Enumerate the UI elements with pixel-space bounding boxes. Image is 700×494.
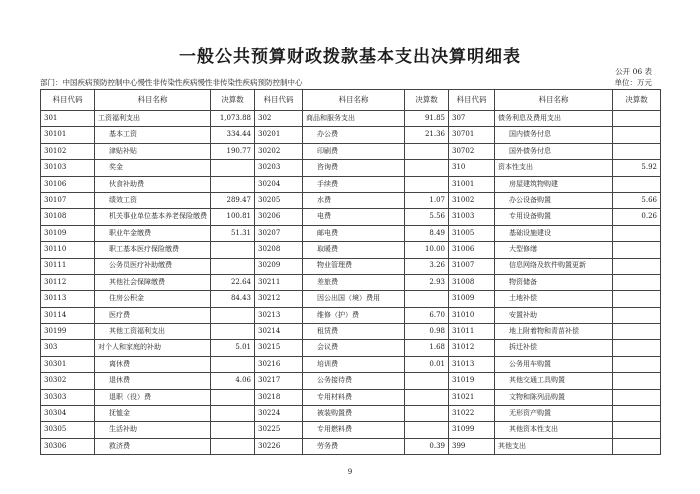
- subject-name-cell: 信息网络及软件购置更新: [495, 258, 613, 274]
- amount-cell: 0.01: [405, 356, 449, 372]
- subject-name-cell: 大型修缮: [495, 242, 613, 258]
- expenditure-table: [40, 89, 661, 455]
- subject-name-cell: 拆迁补偿: [495, 340, 613, 356]
- subject-name-cell: 电费: [303, 209, 405, 225]
- table-row: [41, 373, 661, 389]
- amount-cell: [613, 389, 661, 405]
- subject-name-cell: 基础设施建设: [495, 225, 613, 241]
- subject-name-cell: 工资福利支出: [95, 111, 211, 127]
- subject-code-cell: 30106: [41, 176, 95, 192]
- subject-code-cell: 31012: [449, 340, 495, 356]
- subject-name-cell: 无形资产购置: [495, 406, 613, 422]
- subject-name-cell: 其他资本性支出: [495, 422, 613, 438]
- amount-cell: [211, 438, 255, 454]
- subject-name-cell: 住房公积金: [95, 291, 211, 307]
- amount-cell: [613, 176, 661, 192]
- amount-cell: 10.00: [405, 242, 449, 258]
- subject-code-cell: 31008: [449, 274, 495, 290]
- subject-code-cell: 30109: [41, 225, 95, 241]
- subject-code-cell: 30203: [255, 160, 303, 176]
- subject-name-cell: 劳务费: [303, 438, 405, 454]
- subject-code-cell: 30207: [255, 225, 303, 241]
- subject-name-cell: 生活补助: [95, 422, 211, 438]
- subject-code-cell: 31021: [449, 389, 495, 405]
- subject-name-cell: 安置补助: [495, 307, 613, 323]
- subject-name-cell: 抚恤金: [95, 406, 211, 422]
- subject-name-cell: 奖金: [95, 160, 211, 176]
- amount-cell: [613, 291, 661, 307]
- subject-name-cell: 办公设备购置: [495, 192, 613, 208]
- subject-name-cell: 文物和陈列品购置: [495, 389, 613, 405]
- amount-cell: 334.44: [211, 127, 255, 143]
- amount-cell: 1,073.88: [211, 111, 255, 127]
- subject-code-cell: 30211: [255, 274, 303, 290]
- subject-code-cell: 30199: [41, 324, 95, 340]
- subject-code-cell: 31001: [449, 176, 495, 192]
- subject-name-cell: 伙食补助费: [95, 176, 211, 192]
- amount-cell: 0.39: [405, 438, 449, 454]
- subject-code-cell: 30103: [41, 160, 95, 176]
- amount-cell: [613, 406, 661, 422]
- header-name-1: 科目名称: [95, 90, 211, 111]
- table-row: [41, 274, 661, 290]
- header-amount-1: 决算数: [211, 90, 255, 111]
- amount-cell: [405, 143, 449, 159]
- subject-name-cell: 职工基本医疗保险缴费: [95, 242, 211, 258]
- amount-cell: [613, 225, 661, 241]
- subject-name-cell: 培训费: [303, 356, 405, 372]
- subject-name-cell: 医疗费: [95, 307, 211, 323]
- header-code-2: 科目代码: [255, 90, 303, 111]
- amount-cell: [613, 127, 661, 143]
- subject-name-cell: 其他交通工具购置: [495, 373, 613, 389]
- header-code-1: 科目代码: [41, 90, 95, 111]
- subject-name-cell: 专用燃料费: [303, 422, 405, 438]
- subject-code-cell: 31005: [449, 225, 495, 241]
- subject-code-cell: 31013: [449, 356, 495, 372]
- subject-name-cell: 取暖费: [303, 242, 405, 258]
- table-row: [41, 389, 661, 405]
- subject-name-cell: 职业年金缴费: [95, 225, 211, 241]
- subject-name-cell: 退休费: [95, 373, 211, 389]
- amount-cell: [211, 176, 255, 192]
- subject-code-cell: 31006: [449, 242, 495, 258]
- subject-name-cell: 对个人和家庭的补助: [95, 340, 211, 356]
- table-row: [41, 192, 661, 208]
- amount-cell: [211, 324, 255, 340]
- amount-cell: [405, 406, 449, 422]
- amount-cell: 51.31: [211, 225, 255, 241]
- amount-cell: [405, 389, 449, 405]
- subject-code-cell: 30112: [41, 274, 95, 290]
- subject-name-cell: 绩效工资: [95, 192, 211, 208]
- amount-cell: 5.01: [211, 340, 255, 356]
- header-name-3: 科目名称: [495, 90, 613, 111]
- subject-name-cell: 其他工资福利支出: [95, 324, 211, 340]
- header-name-2: 科目名称: [303, 90, 405, 111]
- subject-name-cell: 津贴补贴: [95, 143, 211, 159]
- subject-name-cell: 租赁费: [303, 324, 405, 340]
- subject-name-cell: 邮电费: [303, 225, 405, 241]
- subject-code-cell: 31011: [449, 324, 495, 340]
- amount-cell: [211, 422, 255, 438]
- subject-code-cell: 30212: [255, 291, 303, 307]
- subject-name-cell: 国外债务付息: [495, 143, 613, 159]
- subject-name-cell: 印刷费: [303, 143, 405, 159]
- subject-code-cell: 30111: [41, 258, 95, 274]
- page-title: 一般公共预算财政拨款基本支出决算明细表: [179, 47, 521, 67]
- amount-cell: [613, 143, 661, 159]
- subject-name-cell: 地上附着物和青苗补偿: [495, 324, 613, 340]
- amount-cell: [613, 307, 661, 323]
- subject-name-cell: 债务利息及费用支出: [495, 111, 613, 127]
- subject-code-cell: 31007: [449, 258, 495, 274]
- header-amount-2: 决算数: [405, 90, 449, 111]
- amount-cell: [613, 422, 661, 438]
- subject-name-cell: 专用设备购置: [495, 209, 613, 225]
- table-row: [41, 324, 661, 340]
- subject-code-cell: 30214: [255, 324, 303, 340]
- subject-code-cell: 30217: [255, 373, 303, 389]
- subject-name-cell: 公务员医疗补助缴费: [95, 258, 211, 274]
- amount-cell: [405, 422, 449, 438]
- amount-cell: 190.77: [211, 143, 255, 159]
- table-row: [41, 307, 661, 323]
- amount-cell: [211, 160, 255, 176]
- subject-code-cell: 30110: [41, 242, 95, 258]
- subject-code-cell: 30102: [41, 143, 95, 159]
- subject-name-cell: 手续费: [303, 176, 405, 192]
- subject-code-cell: 30225: [255, 422, 303, 438]
- subject-code-cell: 310: [449, 160, 495, 176]
- subject-name-cell: 资本性支出: [495, 160, 613, 176]
- subject-code-cell: 303: [41, 340, 95, 356]
- amount-cell: [613, 340, 661, 356]
- subject-code-cell: 31003: [449, 209, 495, 225]
- table-row: [41, 422, 661, 438]
- amount-cell: 8.49: [405, 225, 449, 241]
- amount-cell: 3.26: [405, 258, 449, 274]
- amount-cell: [613, 274, 661, 290]
- table-row: [41, 258, 661, 274]
- amount-cell: 1.07: [405, 192, 449, 208]
- amount-cell: [405, 373, 449, 389]
- subject-code-cell: 30101: [41, 127, 95, 143]
- subject-code-cell: 30113: [41, 291, 95, 307]
- subject-code-cell: 30305: [41, 422, 95, 438]
- subject-name-cell: 物业管理费: [303, 258, 405, 274]
- page-number: 9: [347, 468, 353, 476]
- amount-cell: [613, 111, 661, 127]
- table-row: [41, 438, 661, 454]
- amount-cell: [405, 291, 449, 307]
- table-row: [41, 176, 661, 192]
- amount-cell: [613, 324, 661, 340]
- subject-name-cell: 救济费: [95, 438, 211, 454]
- table-row: [41, 111, 661, 127]
- amount-cell: [405, 160, 449, 176]
- subject-code-cell: 30301: [41, 356, 95, 372]
- subject-code-cell: 30224: [255, 406, 303, 422]
- subject-code-cell: 30213: [255, 307, 303, 323]
- amount-cell: 0.98: [405, 324, 449, 340]
- table-row: [41, 225, 661, 241]
- department-label: 部门：中国疾病预防控制中心慢性非传染性疾病慢性非传染性疾病预防控制中心: [40, 78, 303, 87]
- subject-name-cell: 房屋建筑物购建: [495, 176, 613, 192]
- amount-cell: [613, 373, 661, 389]
- header-code-3: 科目代码: [449, 90, 495, 111]
- subject-name-cell: 公务用车购置: [495, 356, 613, 372]
- table-header-row: [41, 90, 661, 111]
- subject-name-cell: 物资储备: [495, 274, 613, 290]
- subject-code-cell: 31019: [449, 373, 495, 389]
- subject-code-cell: 30201: [255, 127, 303, 143]
- subject-name-cell: 土地补偿: [495, 291, 613, 307]
- amount-cell: [211, 307, 255, 323]
- amount-cell: [613, 258, 661, 274]
- table-row: [41, 356, 661, 372]
- subject-code-cell: 30114: [41, 307, 95, 323]
- amount-cell: 5.92: [613, 160, 661, 176]
- subject-code-cell: 31002: [449, 192, 495, 208]
- subject-name-cell: 机关事业单位基本养老保险缴费: [95, 209, 211, 225]
- amount-cell: 5.66: [613, 192, 661, 208]
- amount-cell: [613, 438, 661, 454]
- table-row: [41, 242, 661, 258]
- amount-cell: 2.93: [405, 274, 449, 290]
- table-row: [41, 143, 661, 159]
- table-row: [41, 291, 661, 307]
- amount-cell: 91.85: [405, 111, 449, 127]
- amount-cell: 4.06: [211, 373, 255, 389]
- subject-code-cell: 31009: [449, 291, 495, 307]
- amount-cell: [211, 389, 255, 405]
- amount-cell: 5.56: [405, 209, 449, 225]
- subject-code-cell: 30209: [255, 258, 303, 274]
- subject-code-cell: 30202: [255, 143, 303, 159]
- subject-name-cell: 咨询费: [303, 160, 405, 176]
- subject-name-cell: 因公出国（境）费用: [303, 291, 405, 307]
- amount-cell: [405, 176, 449, 192]
- subject-code-cell: 31099: [449, 422, 495, 438]
- header-amount-3: 决算数: [613, 90, 661, 111]
- subject-name-cell: 商品和服务支出: [303, 111, 405, 127]
- subject-code-cell: 31010: [449, 307, 495, 323]
- amount-cell: 100.81: [211, 209, 255, 225]
- subject-name-cell: 被装购置费: [303, 406, 405, 422]
- amount-cell: 1.68: [405, 340, 449, 356]
- subject-code-cell: 30226: [255, 438, 303, 454]
- subject-code-cell: 399: [449, 438, 495, 454]
- subject-code-cell: 302: [255, 111, 303, 127]
- amount-cell: [613, 356, 661, 372]
- subject-code-cell: 30306: [41, 438, 95, 454]
- subject-code-cell: 30216: [255, 356, 303, 372]
- amount-cell: [613, 242, 661, 258]
- subject-code-cell: 30205: [255, 192, 303, 208]
- amount-cell: [211, 258, 255, 274]
- subject-name-cell: 其他社会保障缴费: [95, 274, 211, 290]
- subject-name-cell: 会议费: [303, 340, 405, 356]
- subject-name-cell: 退职（役）费: [95, 389, 211, 405]
- table-row: [41, 340, 661, 356]
- subject-code-cell: 30701: [449, 127, 495, 143]
- amount-cell: [211, 356, 255, 372]
- table-row: [41, 209, 661, 225]
- amount-cell: 0.26: [613, 209, 661, 225]
- subject-code-cell: 301: [41, 111, 95, 127]
- subject-code-cell: 307: [449, 111, 495, 127]
- subject-name-cell: 办公费: [303, 127, 405, 143]
- subject-code-cell: 30303: [41, 389, 95, 405]
- amount-cell: [211, 406, 255, 422]
- amount-cell: 289.47: [211, 192, 255, 208]
- amount-cell: 6.70: [405, 307, 449, 323]
- subject-code-cell: 30215: [255, 340, 303, 356]
- unit-label: 单位：万元: [614, 78, 652, 87]
- form-number: 公开 06 表: [615, 67, 652, 76]
- subject-name-cell: 水费: [303, 192, 405, 208]
- amount-cell: [211, 242, 255, 258]
- subject-name-cell: 离休费: [95, 356, 211, 372]
- amount-cell: 22.64: [211, 274, 255, 290]
- subject-name-cell: 国内债务付息: [495, 127, 613, 143]
- subject-name-cell: 专用材料费: [303, 389, 405, 405]
- subject-code-cell: 30218: [255, 389, 303, 405]
- amount-cell: 84.43: [211, 291, 255, 307]
- amount-cell: 21.36: [405, 127, 449, 143]
- subject-code-cell: 30107: [41, 192, 95, 208]
- subject-code-cell: 30108: [41, 209, 95, 225]
- subject-name-cell: 差旅费: [303, 274, 405, 290]
- subject-name-cell: 其他支出: [495, 438, 613, 454]
- subject-code-cell: 30206: [255, 209, 303, 225]
- subject-name-cell: 公务接待费: [303, 373, 405, 389]
- subject-name-cell: 基本工资: [95, 127, 211, 143]
- table-row: [41, 406, 661, 422]
- subject-code-cell: 31022: [449, 406, 495, 422]
- subject-code-cell: 30702: [449, 143, 495, 159]
- subject-code-cell: 30208: [255, 242, 303, 258]
- table-row: [41, 127, 661, 143]
- table-row: [41, 160, 661, 176]
- subject-name-cell: 维修（护）费: [303, 307, 405, 323]
- subject-code-cell: 30302: [41, 373, 95, 389]
- subject-code-cell: 30304: [41, 406, 95, 422]
- subject-code-cell: 30204: [255, 176, 303, 192]
